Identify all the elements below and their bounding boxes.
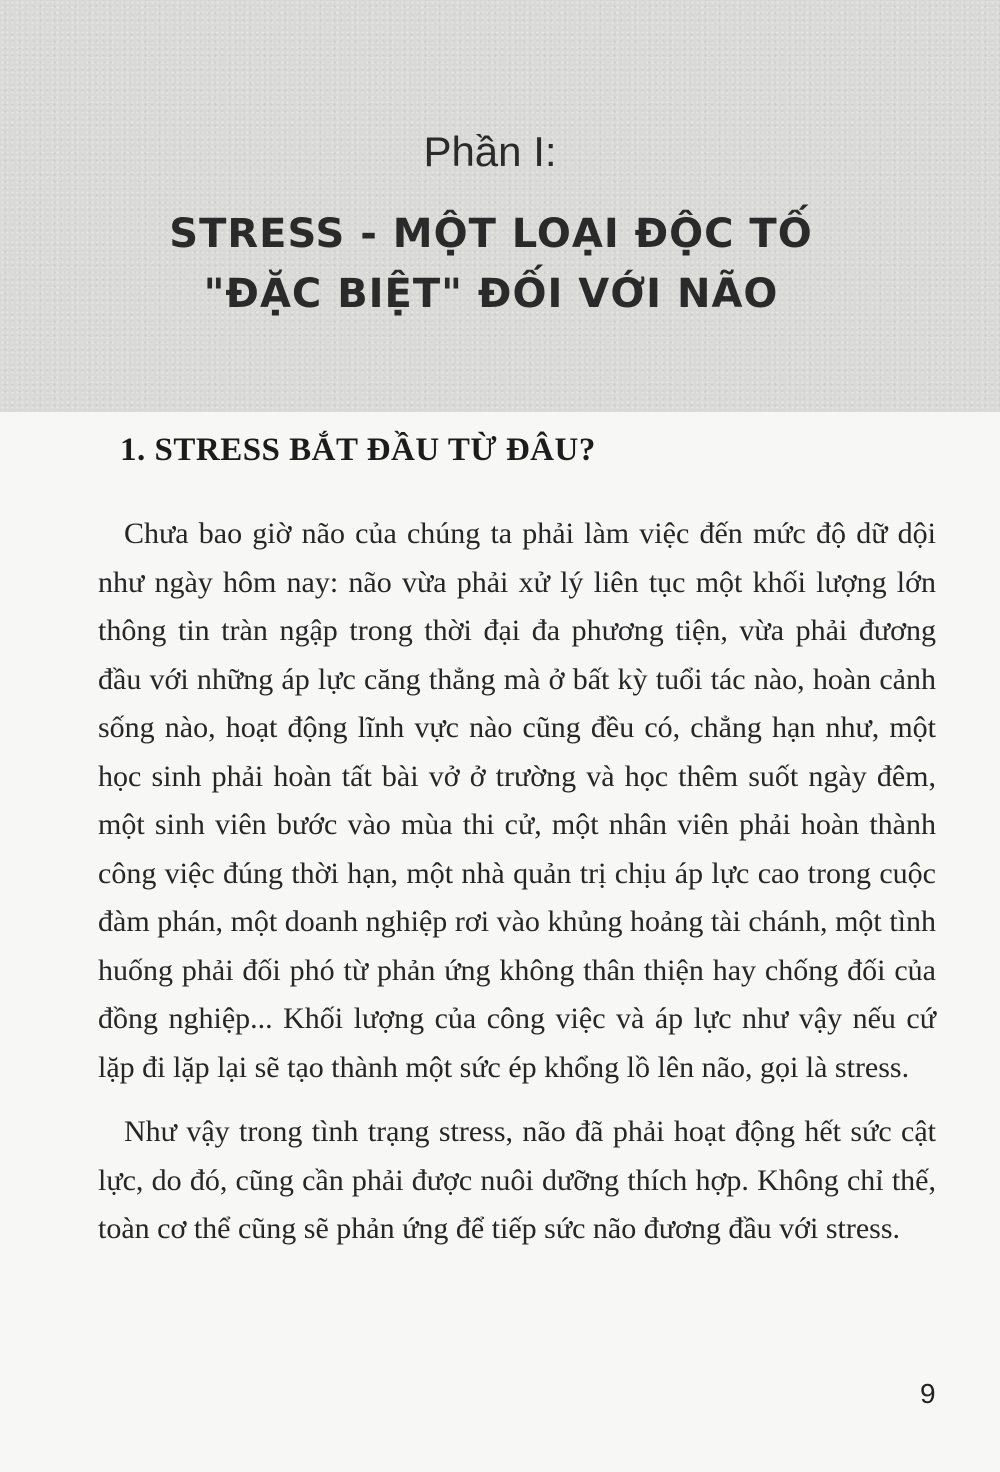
body-text bbox=[98, 510, 936, 1254]
section-heading: 1. STRESS BẮT ĐẦU TỪ ĐÂU? bbox=[120, 432, 596, 468]
paragraph-1: Chưa bao giờ não của chúng ta phải làm việc đến mức độ dữ dội như ngày hôm nay: não vừa phải xử lý liên tục một khối lượng lớn thông tin tràn ngập trong thời đại đa phương tiện, vừa phải đương đầu với những áp lực căng thẳng mà ở bất kỳ tuổi tác nào, hoàn cảnh sống nào, hoạt động lĩnh vực nào cũng đều có, chẳng hạn như, một học sinh phải hoàn tất bài vở ở trường và học thêm suốt ngày đêm, một sinh viên bước vào mùa thi cử, một nhân viên phải hoàn thành công việc đúng thời hạn, một nhà quản trị chịu áp lực cao trong cuộc đàm phán, một doanh nghiệp rơi vào khủng hoảng tài chánh, một tình huống phải đối phó từ phản ứng không thân thiện hay chống đối của đồng nghiệp... Khối lượng của công việc và áp lực như vậy nếu cứ lặp đi lặp lại sẽ tạo thành một sức ép khổng lồ lên não, gọi là stress. bbox=[98, 517, 936, 1084]
chapter-title-line-1: STRESS - MỘT LOẠI ĐỘC TỐ bbox=[169, 211, 813, 257]
part-label: Phần I: bbox=[423, 128, 557, 175]
paragraph-2: Như vậy trong tình trạng stress, não đã phải hoạt động hết sức cật lực, do đó, cũng cần phải được nuôi dưỡng thích hợp. Không chỉ thế, toàn cơ thể cũng sẽ phản ứng để tiếp sức não đương đầu với stress. bbox=[98, 1115, 936, 1245]
page-number: 9 bbox=[920, 1378, 936, 1409]
chapter-title-line-2: "ĐẶC BIỆT" ĐỐI VỚI NÃO bbox=[203, 271, 779, 317]
chapter-title bbox=[0, 204, 982, 324]
